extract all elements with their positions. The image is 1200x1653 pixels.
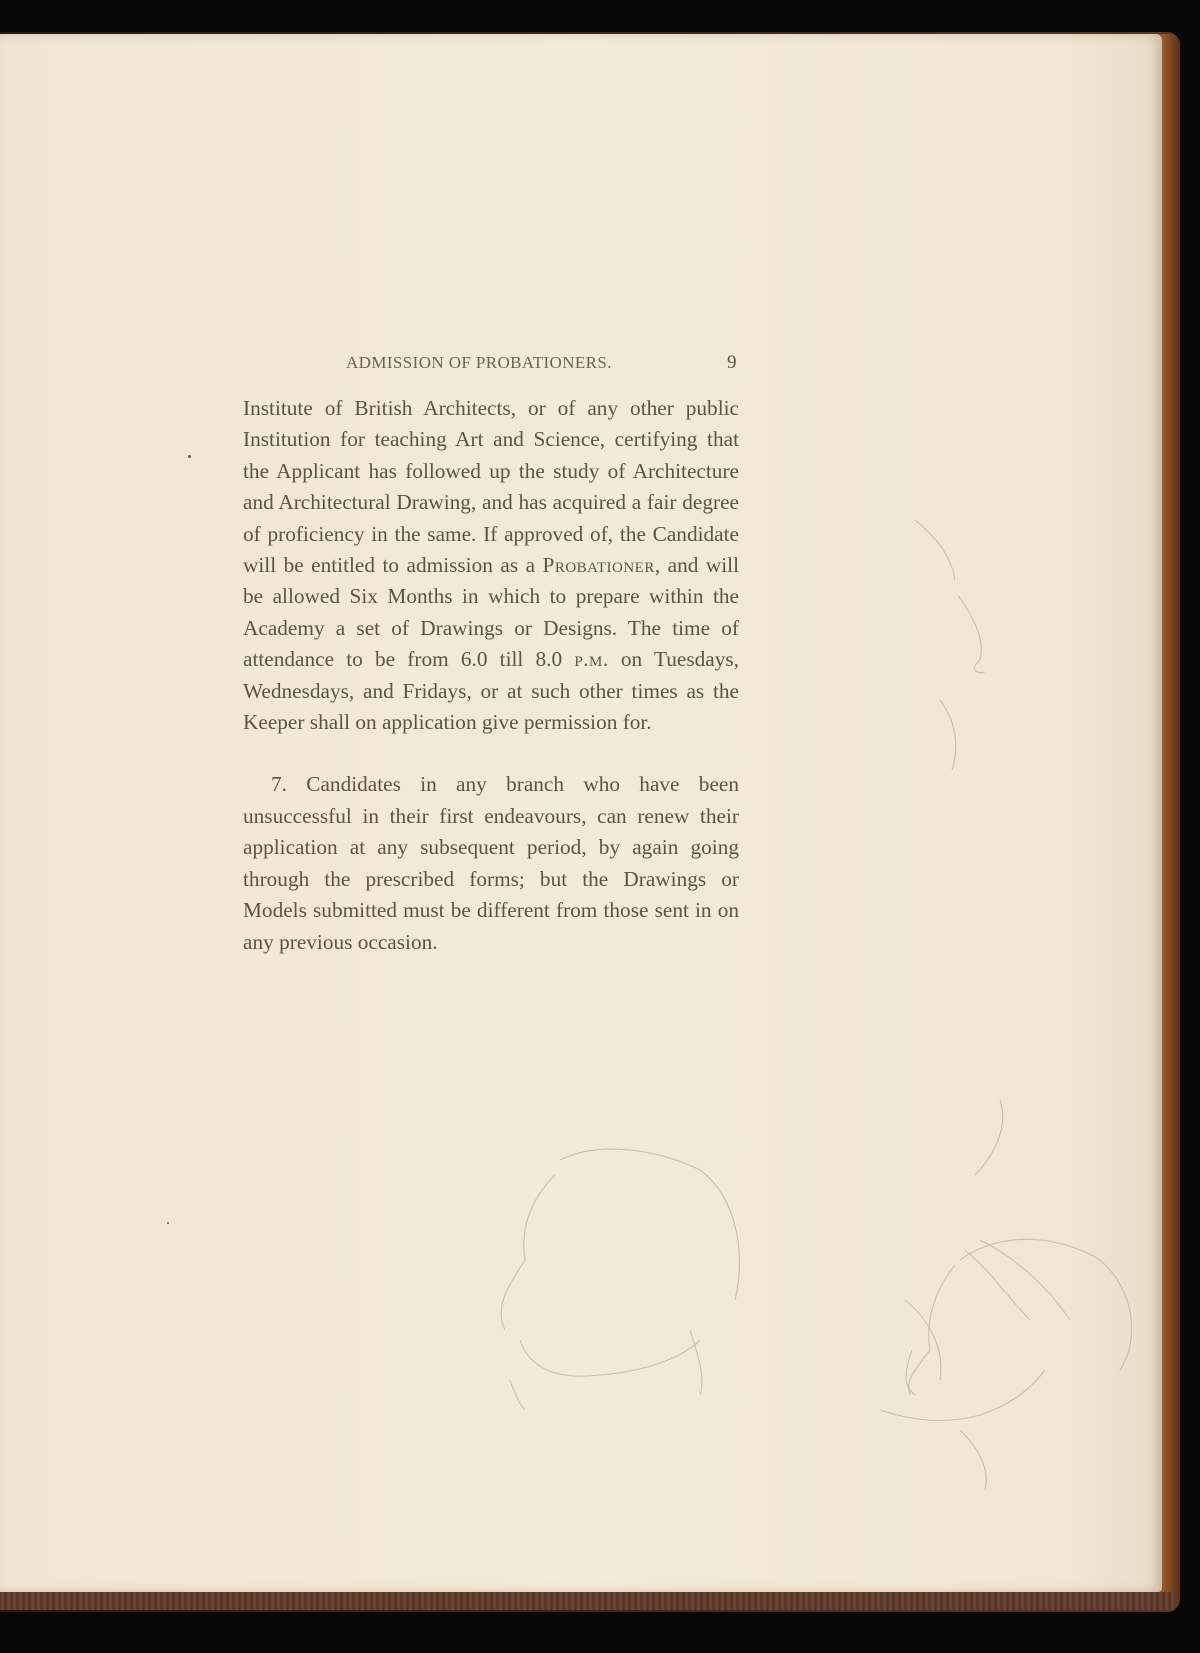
probationer-term: Probationer <box>542 553 655 578</box>
ink-speck <box>167 1222 169 1224</box>
ink-speck <box>188 455 191 458</box>
paragraph-rule-7: 7. Candidates in any branch who have been unsuccessful in their first endeavours, can renew their application at any subsequent period, by again going through the prescribed forms; but the Drawings or Models submitted must be different from those sent in on any previous occasion. <box>243 772 739 954</box>
body-text <box>243 393 739 958</box>
paragraph-text-end: on Tuesdays, Wednesdays, and Fridays, or at such other times as the Keeper shall on application give permission for. <box>243 647 739 735</box>
page-number: 9 <box>727 352 737 373</box>
time-abbreviation: p.m. <box>574 647 609 672</box>
paragraph-text-start: Institute of British Architects, or of any other public Institution for teaching Art and Science, certifying that the Applicant has followed up the study of Architecture and Architectural Drawing, and has acquired a fair degree of proficiency in the same. If approved of, the Candidate will be entitled to admission as a <box>243 396 739 578</box>
paragraph-continuation <box>243 393 739 738</box>
cover-bottom-edge <box>0 1592 1175 1610</box>
paragraph-text-middle: , and will be allowed Six Months in which to prepare within the Academy a set of Drawings or Designs. The time of attendance to be from 6.0 till 8.0 <box>243 553 739 672</box>
running-head: ADMISSION OF PROBATIONERS. <box>346 353 612 372</box>
